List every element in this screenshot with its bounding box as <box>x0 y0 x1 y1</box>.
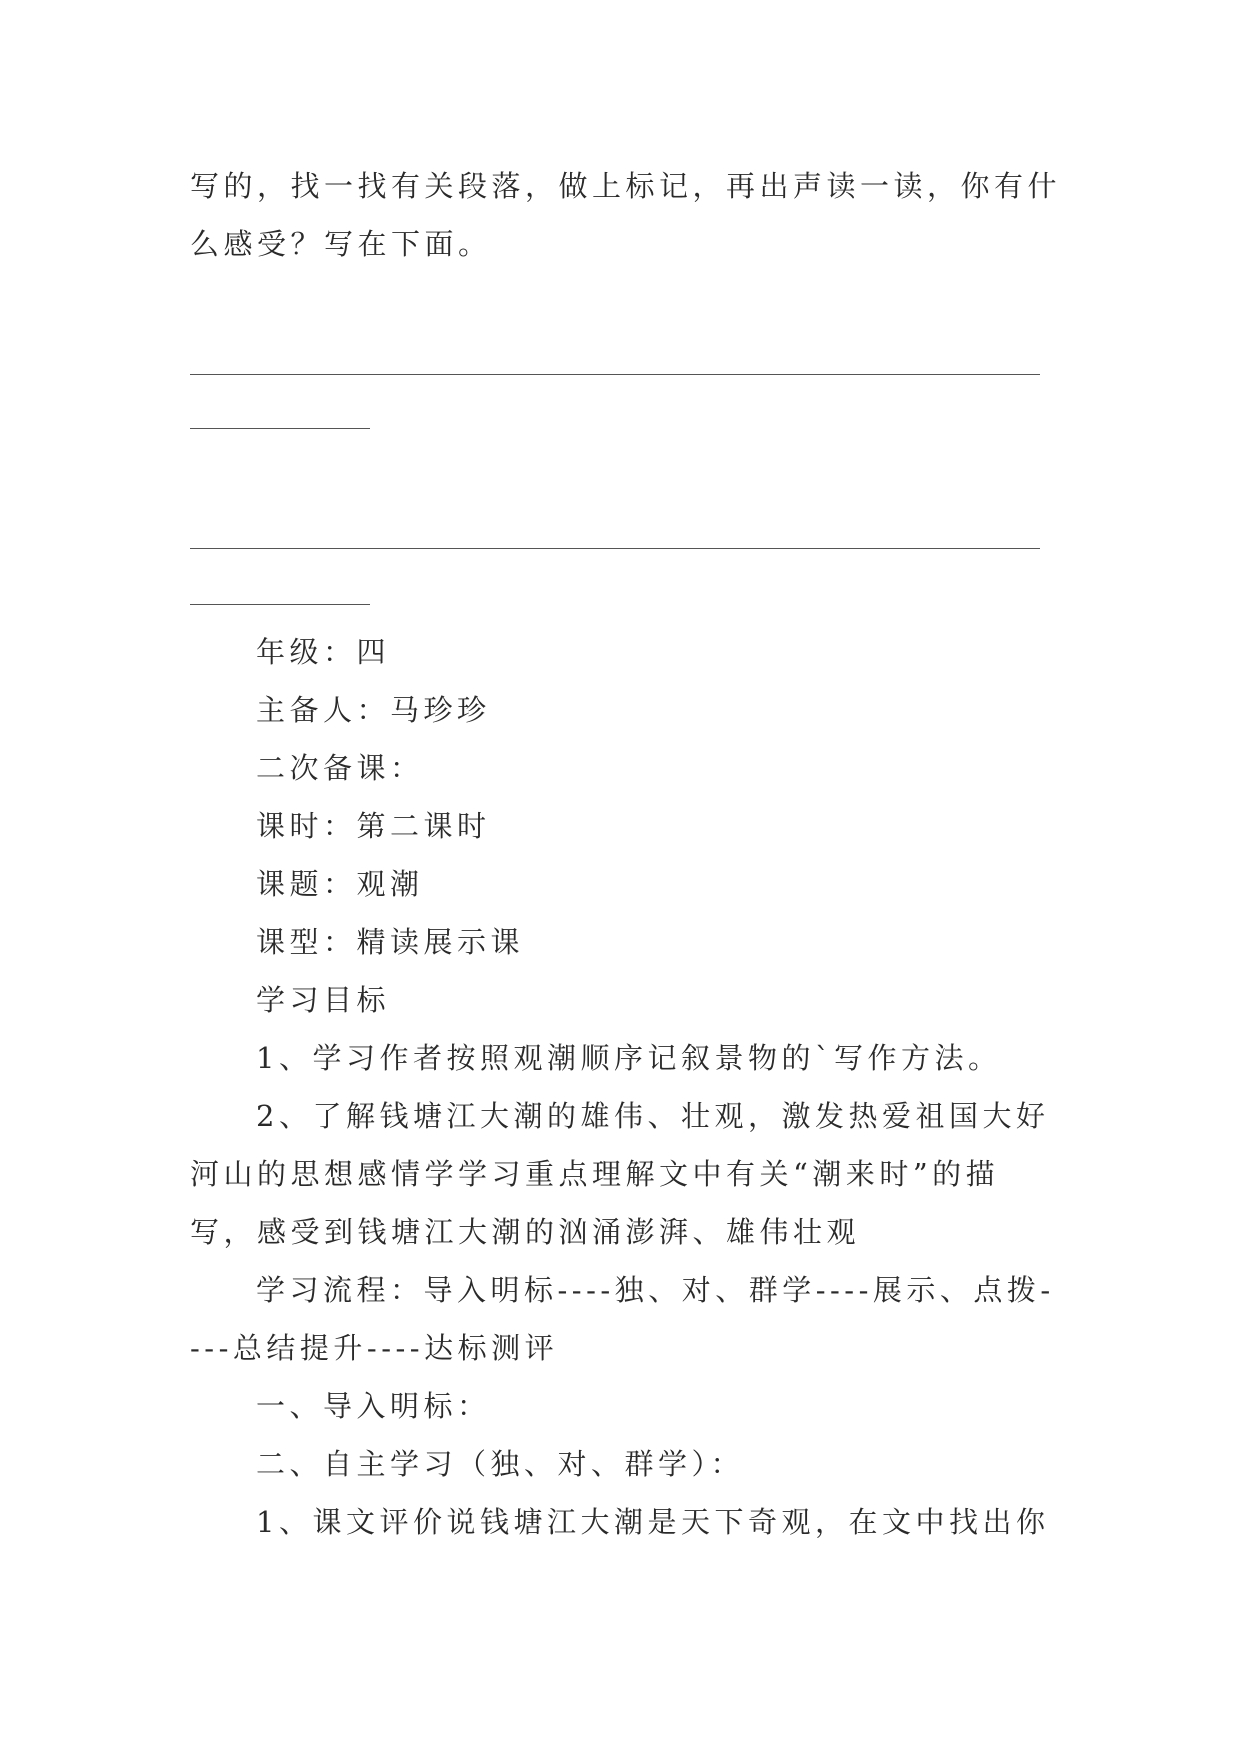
question-1: 1、课文评价说钱塘江大潮是天下奇观，在文中找出你 <box>256 1505 1050 1539</box>
intro-line-2: 么感受？写在下面。 <box>190 227 492 261</box>
answer-line-1a <box>190 374 1040 375</box>
period-line: 课时：第二课时 <box>256 809 491 843</box>
answer-line-2a <box>190 548 1040 549</box>
topic-line: 课题：观潮 <box>256 867 424 901</box>
section-2-heading: 二、自主学习（独、对、群学）： <box>256 1447 745 1481</box>
answer-line-1b <box>190 428 370 429</box>
process-line: 学习流程：导入明标----独、对、群学----展示、点拨----总结提升----达标测评 <box>190 1273 1055 1365</box>
objective-1: 1、学习作者按照观潮顺序记叙景物的`写作方法。 <box>256 1041 1002 1075</box>
objectives-title: 学习目标 <box>256 983 391 1017</box>
preparer-line: 主备人：马珍珍 <box>256 693 491 727</box>
intro-line-1: 写的，找一找有关段落，做上标记，再出声读一读，你有什 <box>190 169 1062 203</box>
second-prep-line: 二次备课： <box>256 751 424 785</box>
objective-2: 2、了解钱塘江大潮的雄伟、壮观，激发热爱祖国大好河山的思想感情学学习重点理解文中有关“潮来时”的描写，感受到钱塘江大潮的汹涌澎湃、雄伟壮观 <box>190 1099 1050 1249</box>
section-1-heading: 一、导入明标： <box>256 1389 491 1423</box>
answer-line-2b <box>190 604 370 605</box>
grade-line: 年级：四 <box>256 635 391 669</box>
lesson-type-line: 课型：精读展示课 <box>256 925 525 959</box>
